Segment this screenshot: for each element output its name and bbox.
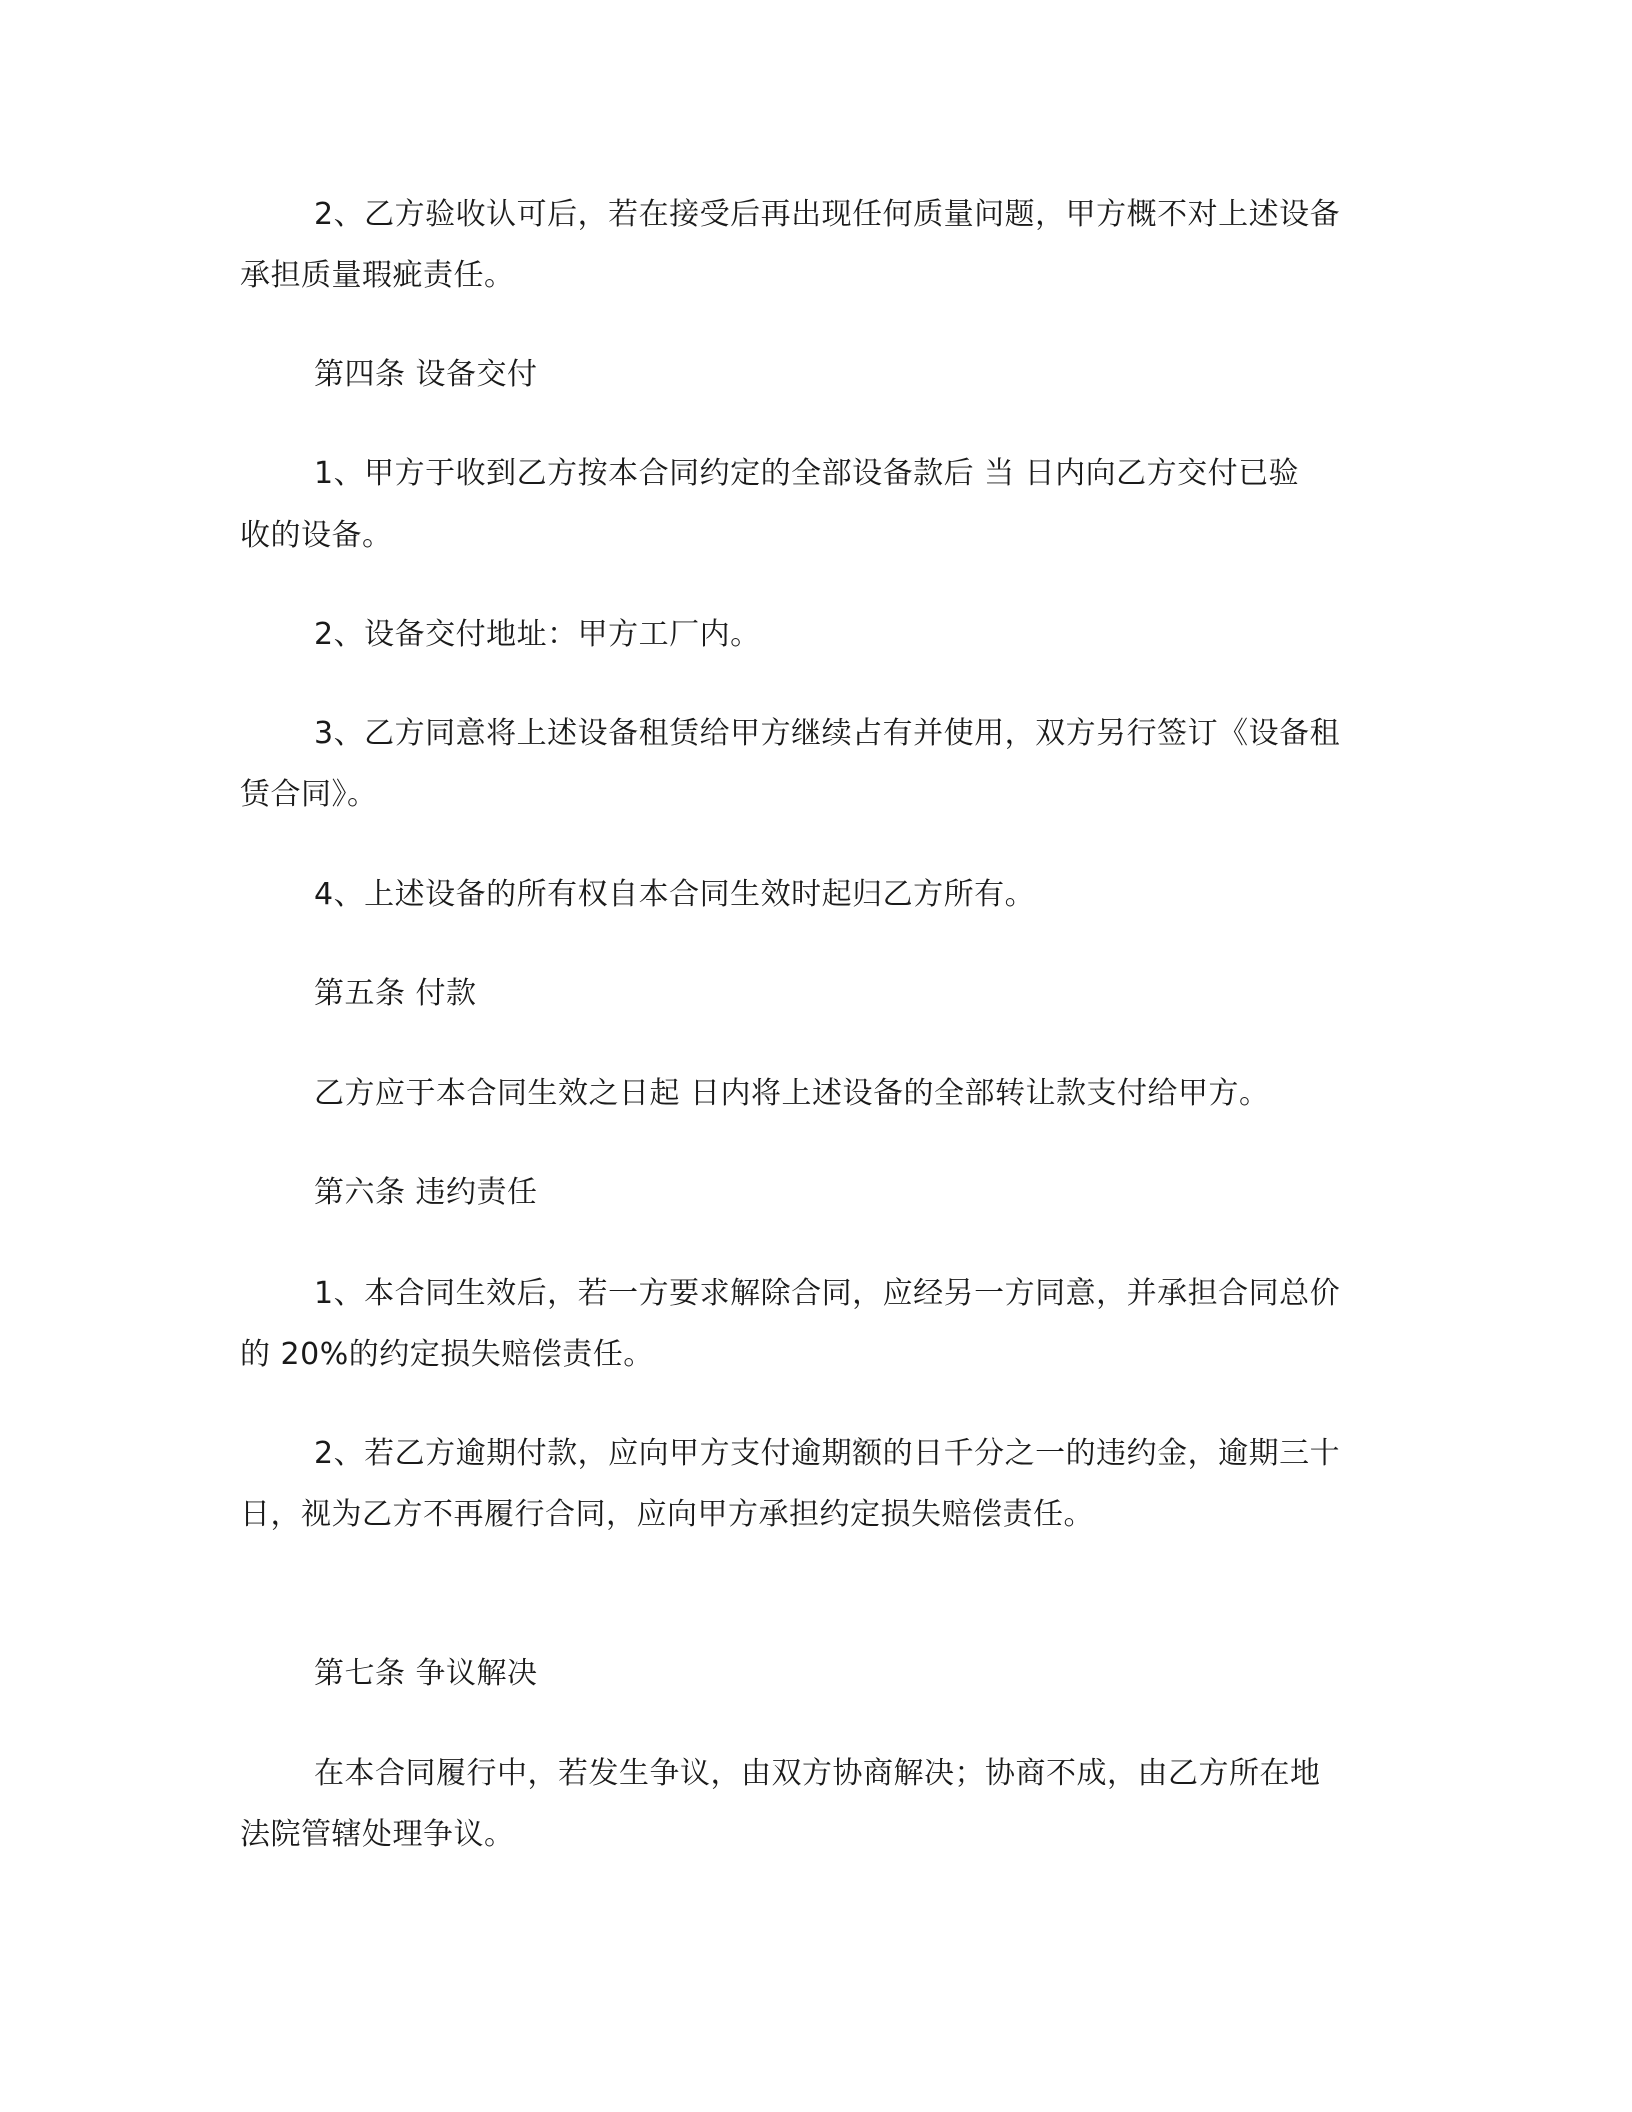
article4-item1-line2: 收的设备。 <box>240 518 393 553</box>
article6-item1-line2: 的 20%的约定损失赔偿责任。 <box>240 1337 654 1372</box>
article4-heading: 第四条 设备交付 <box>314 357 538 392</box>
clause3-item2-line1: 2、乙方验收认可后，若在接受后再出现任何质量问题，甲方概不对上述设备 <box>314 197 1341 232</box>
article6-item2-line2: 日，视为乙方不再履行合同，应向甲方承担约定损失赔偿责任。 <box>240 1497 1094 1532</box>
article7-body-line2: 法院管辖处理争议。 <box>240 1817 515 1852</box>
article7-heading: 第七条 争议解决 <box>314 1656 538 1691</box>
article6-heading: 第六条 违约责任 <box>314 1175 538 1210</box>
article4-item3-line1: 3、乙方同意将上述设备租赁给甲方继续占有并使用，双方另行签订《设备租 <box>314 716 1341 751</box>
article4-item1-line1: 1、甲方于收到乙方按本合同约定的全部设备款后 当 日内向乙方交付已验 <box>314 456 1300 491</box>
article7-body-line1: 在本合同履行中，若发生争议，由双方协商解决；协商不成，由乙方所在地 <box>314 1756 1321 1791</box>
article5-heading: 第五条 付款 <box>314 976 477 1011</box>
article4-item2: 2、设备交付地址：甲方工厂内。 <box>314 617 761 652</box>
article4-item4: 4、上述设备的所有权自本合同生效时起归乙方所有。 <box>314 877 1036 912</box>
article6-item1-line1: 1、本合同生效后，若一方要求解除合同，应经另一方同意，并承担合同总价 <box>314 1276 1341 1311</box>
article5-body: 乙方应于本合同生效之日起 日内将上述设备的全部转让款支付给甲方。 <box>314 1076 1270 1111</box>
clause3-item2-line2: 承担质量瑕疵责任。 <box>240 258 515 293</box>
article4-item3-line2: 赁合同》。 <box>240 777 378 812</box>
article6-item2-line1: 2、若乙方逾期付款，应向甲方支付逾期额的日千分之一的违约金，逾期三十 <box>314 1436 1341 1471</box>
